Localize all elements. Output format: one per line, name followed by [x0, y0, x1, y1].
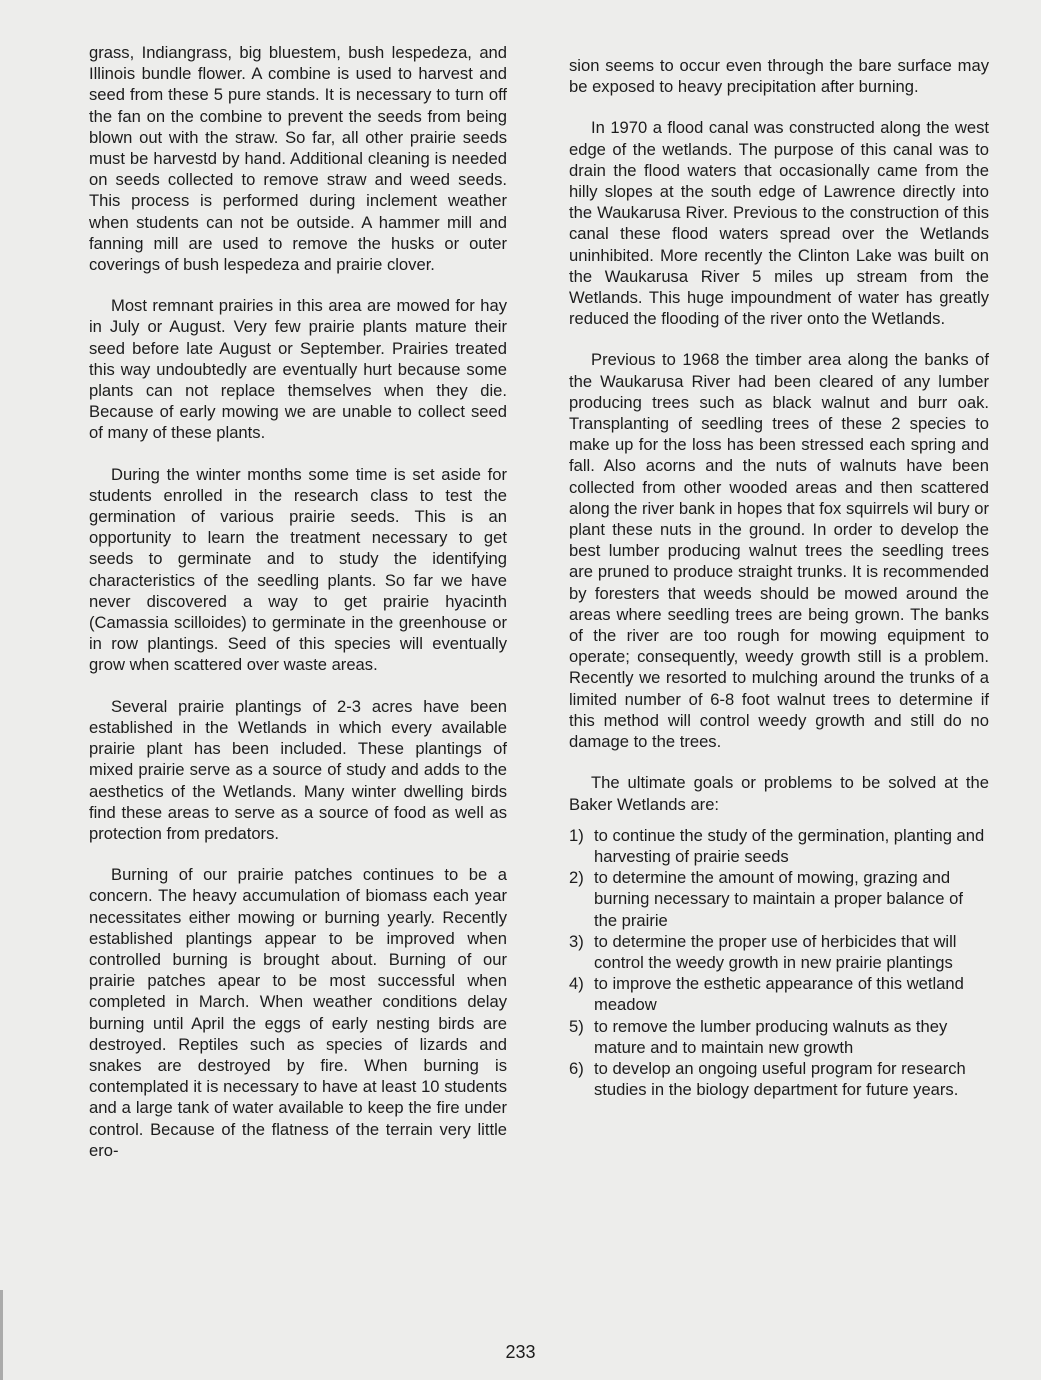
goal-item — [569, 931, 989, 973]
goal-number: 3) — [569, 931, 584, 951]
paragraph-goals-intro: The ultimate goals or problems to be solved at the Baker Wetlands are: — [569, 773, 989, 814]
right-column — [569, 55, 989, 1100]
page-number: 233 — [505, 1342, 536, 1362]
goals-list — [569, 825, 989, 1101]
paragraph-erosion-continued: sion seems to occur even through the bare surface may be exposed to heavy precipitation after burning. — [569, 56, 989, 97]
paragraph-seed-harvesting: grass, Indiangrass, big bluestem, bush lespedeza, and Illinois bundle flower. A combine is used to harvest and seed from these 5 pure stands. It is necessary to turn off the fan on the combine to prevent the seeds from being blown out with the straw. So far, all other prairie seeds must be harvestd by hand. Additional cleaning is needed on seeds collected to remove straw and weed seeds. This process is performed during inclement weather when students can not be outside. A hammer mill and fanning mill are used to remove the husks or outer coverings of bush lespedeza and prairie clover. — [89, 43, 507, 275]
goal-text: to remove the lumber producing walnuts as they mature and to maintain new growth — [594, 1016, 948, 1057]
goal-number: 6) — [569, 1058, 584, 1078]
goal-item — [569, 867, 989, 931]
goal-text: to continue the study of the germination, planting and harvesting of prairie seeds — [594, 825, 985, 866]
goal-item — [569, 1058, 989, 1100]
paragraph-remnant-prairies: Most remnant prairies in this area are mowed for hay in July or August. Very few prairie plants mature their seed before late August or September. Prairies treated this way undoubtedly are eventually hurt because some plants can not replace themselves when they die. Because of early mowing we are unable to collect seed of many of these plants. — [89, 296, 507, 443]
goal-number: 1) — [569, 825, 584, 845]
goal-number: 5) — [569, 1016, 584, 1036]
goal-item — [569, 973, 989, 1015]
goal-number: 2) — [569, 868, 584, 888]
scan-edge-mark — [0, 1290, 3, 1380]
goal-number: 4) — [569, 974, 584, 994]
goal-text: to determine the amount of mowing, grazing and burning necessary to maintain a proper balance of the prairie — [594, 868, 963, 930]
goal-text: to determine the proper use of herbicides that will control the weedy growth in new prairie plantings — [594, 931, 957, 972]
goal-item — [569, 1016, 989, 1058]
goal-text: to develop an ongoing useful program for research studies in the biology department for future years. — [594, 1058, 966, 1100]
paragraph-flood-canal: In 1970 a flood canal was constructed along the west edge of the wetlands. The purpose of this canal was to drain the flood waters that occasionally came from the hilly slopes at the south edge of Lawrence directly into the Waukarusa River. Previous to the construction of this canal these flood waters spread over the Wetlands uninhibited. More recently the Clinton Lake was built on the Waukarusa River 5 miles up stream from the Wetlands. This huge impoundment of water has greatly reduced the flooding of the river onto the Wetlands. — [569, 118, 989, 329]
left-column — [89, 42, 507, 1181]
paragraph-timber-area: Previous to 1968 the timber area along the banks of the Waukarusa River had been cleared of any lumber producing trees such as black walnut and burr oak. Transplanting of seedling trees of these 2 species to make up for the loss has been stressed each spring and fall. Also acorns and the nuts of walnuts have been collected from other wooded areas and then scattered along the river bank in hopes that fox squirrels wil bury or plant these nuts in the ground. In order to develop the best lumber producing walnut trees the seedling trees are pruned to produce straight trunks. It is recommended by foresters that weeds should be mowed around the areas where seedling trees are being grown. The banks of the river are too rough for mowing equipment to operate; consequently, weedy growth still is a problem. Recently we resorted to mulching around the trunks of a limited number of 6-8 foot walnut trees to determine if this method will control weedy growth and still do no damage to the trees. — [569, 350, 989, 752]
paragraph-germination-testing: During the winter months some time is set aside for students enrolled in the research class to test the germination of various prairie seeds. This is an opportunity to learn the treatment necessary to get seeds to germinate and to study the identifying characteristics of the seedling plants. So far we have never discovered a way to get prairie hyacinth (Camassia scilloides) to germinate in the greenhouse or in row plantings. Seed of this species will eventually grow when scattered over waste areas. — [89, 464, 507, 675]
goal-item — [569, 825, 989, 867]
paragraph-prairie-plantings: Several prairie plantings of 2-3 acres have been established in the Wetlands in which every available prairie plant has been included. These plantings of mixed prairie serve as a source of study and adds to the aesthetics of the Wetlands. Many winter dwelling birds find these areas to serve as a source of food as well as protection from predators. — [89, 696, 507, 843]
paragraph-burning: Burning of our prairie patches continues to be a concern. The heavy accumulation of biomass each year necessitates either mowing or burning yearly. Recently established plantings appear to be improved when controlled burning is brought about. Burning of our prairie patches apear to be most successful when completed in March. When weather conditions delay burning until April the eggs of early nesting birds are destroyed. Reptiles such as species of lizards and snakes are destroyed by fire. When burning is contemplated it is necessary to have at least 10 students and a large tank of water available to keep the fire under control. Because of the flatness of the terrain very little ero- — [89, 865, 507, 1160]
goal-text: to improve the esthetic appearance of this wetland meadow — [594, 974, 964, 1015]
